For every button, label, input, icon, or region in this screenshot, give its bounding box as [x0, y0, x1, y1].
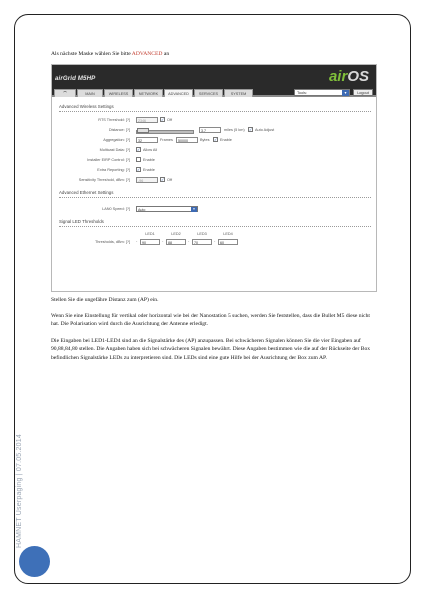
distance-label: Distance: [?] — [108, 128, 130, 132]
section-advanced-ethernet: Advanced Ethernet Settings — [59, 190, 114, 195]
divider — [59, 111, 371, 112]
extra-reporting-checkbox[interactable]: ✓ — [137, 167, 141, 172]
extra-reporting-enable-label: Enable — [143, 168, 155, 172]
distance-slider-handle[interactable] — [137, 128, 149, 133]
rts-label: RTS Threshold: [?] — [98, 118, 130, 122]
airos-screenshot: airGrid M5HP airOS ⌒ MAIN WIRELESS NETWORK ADVANCED SERVICES SYSTEM Tools: ▼ Logout Advanced Wireless Settings RTS Threshold: [?] 2346 ✓ Off Distance: [?] 3.7 miles (5 km) ✓ Auto Adjust Aggregation: [?] 32 Frames 50000 Bytes ✓ Enable Multicast Data: [?] ✓ Allow All Installer EIRP Control: [?] Enable Extra Reporting: [?] ✓ Enable Sensitivity Threshold, dBm: [?] -96 ✓ Off Advanced Ethernet Settings LAN0 Speed: [?] Auto ▼ Signal LED Thresholds LED1 LED2 LED3 LED4 Thresholds, dBm: [?] - 90 - 88 - 70 - 60 — [51, 64, 377, 292]
intro-highlight: ADVANCED — [131, 51, 163, 57]
paragraph-distance: Stellen Sie die ungefähre Distanz zum (AP) ein. — [51, 297, 159, 303]
frames-label: Frames — [160, 138, 173, 142]
intro-text-before: Als nächste Maske wählen Sie bitte — [51, 51, 132, 57]
section-signal-led: Signal LED Thresholds — [59, 219, 104, 224]
installer-eirp-checkbox[interactable] — [136, 157, 141, 162]
led4-header: LED4 — [223, 232, 233, 236]
product-logo: airGrid M5HP — [55, 75, 96, 82]
tab-advanced[interactable]: ADVANCED — [164, 89, 193, 97]
auto-adjust-label: Auto Adjust — [255, 128, 275, 132]
bytes-label: Bytes — [200, 138, 210, 142]
installer-eirp-label: Installer EIRP Control: [?] — [87, 158, 130, 162]
led1-threshold-input[interactable]: 90 — [140, 239, 160, 245]
divider — [59, 197, 371, 198]
chevron-down-icon: ▼ — [192, 207, 196, 211]
extra-reporting-label: Extra Reporting: [?] — [97, 168, 130, 172]
airos-logo: airOS — [328, 68, 369, 85]
tools-select[interactable]: Tools: ▼ — [294, 89, 350, 96]
paragraph-led-thresholds: Die Eingaben bei LED1-LED4 sind an die Signalstärke des (AP) anzupassen. Bei schwächeren Signalen können Sie die vier Eingaben auf 90,88,84,80 stellen. Die Angaben haben sich bei schwächeren Signalen bewährt. Diese Angaben bestimmen wie die auf der Rückseite der Box befindlichen Signalstärke LEDs zu interpretieren sind. Die LEDs sind eine gute Hilfe bei der Ausrichtung der Box zum AP. — [51, 338, 371, 361]
thresholds-label: Thresholds, dBm: [?] — [94, 240, 130, 244]
tab-bar — [54, 89, 253, 97]
led4-threshold-input[interactable]: 60 — [218, 239, 238, 245]
allow-all-label: Allow All — [143, 148, 158, 152]
tab-network[interactable]: NETWORK — [134, 89, 163, 97]
aggregation-enable-label: Enable — [220, 138, 232, 142]
intro-line — [51, 50, 375, 58]
logout-button[interactable]: Logout — [353, 89, 373, 96]
sensitivity-label: Sensitivity Threshold, dBm: [?] — [78, 178, 130, 182]
sensitivity-input[interactable]: -96 — [136, 177, 158, 183]
auto-adjust-checkbox[interactable]: ✓ — [249, 127, 253, 132]
rts-off-label: Off — [167, 118, 172, 122]
multicast-checkbox[interactable]: ✓ — [137, 147, 141, 152]
led1-header: LED1 — [145, 232, 155, 236]
side-footer-text: HAMNET Userpaging | 07.05.2014 — [16, 434, 23, 548]
led2-header: LED2 — [171, 232, 181, 236]
aggregation-bytes-input[interactable]: 50000 — [176, 137, 198, 143]
chevron-down-icon: ▼ — [343, 91, 348, 95]
led3-threshold-input[interactable]: 70 — [192, 239, 212, 245]
tab-services[interactable]: SERVICES — [194, 89, 223, 97]
aggregation-enable-checkbox[interactable]: ✓ — [214, 137, 218, 142]
tab-system[interactable]: SYSTEM — [224, 89, 253, 97]
sensitivity-off-checkbox[interactable]: ✓ — [161, 177, 165, 182]
section-advanced-wireless: Advanced Wireless Settings — [59, 104, 114, 109]
paragraph-polarisation: Wenn Sie eine Einstellung für vertikal oder horizontal wie bei der Nanostation 5 suchen, werden Sie feststellen, dass die Bullet M5 diese nicht hat. Die Polarisation wird durch die Ausrichtung der Antenne erledigt. — [51, 313, 370, 328]
intro-text-after: an — [162, 51, 170, 57]
sensitivity-off-label: Off — [167, 178, 172, 182]
aggregation-label: Aggregation: [?] — [103, 138, 130, 142]
distance-unit: miles (5 km) — [224, 128, 245, 132]
led3-header: LED3 — [197, 232, 207, 236]
lan0-speed-select[interactable]: Auto ▼ — [136, 206, 198, 212]
divider — [59, 226, 371, 227]
led2-threshold-input[interactable]: 88 — [166, 239, 186, 245]
corner-decoration — [19, 546, 50, 577]
multicast-label: Multicast Data: [?] — [99, 148, 130, 152]
tab-wireless[interactable]: WIRELESS — [104, 89, 133, 97]
airos-header — [52, 65, 376, 97]
aggregation-frames-input[interactable]: 32 — [136, 137, 158, 143]
tab-main[interactable]: MAIN — [77, 89, 103, 97]
tab-ubnt-logo[interactable]: ⌒ — [54, 89, 76, 97]
rts-off-checkbox[interactable]: ✓ — [161, 117, 165, 122]
distance-input[interactable]: 3.7 — [199, 127, 221, 133]
installer-eirp-enable-label: Enable — [143, 158, 155, 162]
lan0-speed-label: LAN0 Speed: [?] — [102, 207, 130, 211]
rts-input[interactable]: 2346 — [136, 117, 158, 123]
